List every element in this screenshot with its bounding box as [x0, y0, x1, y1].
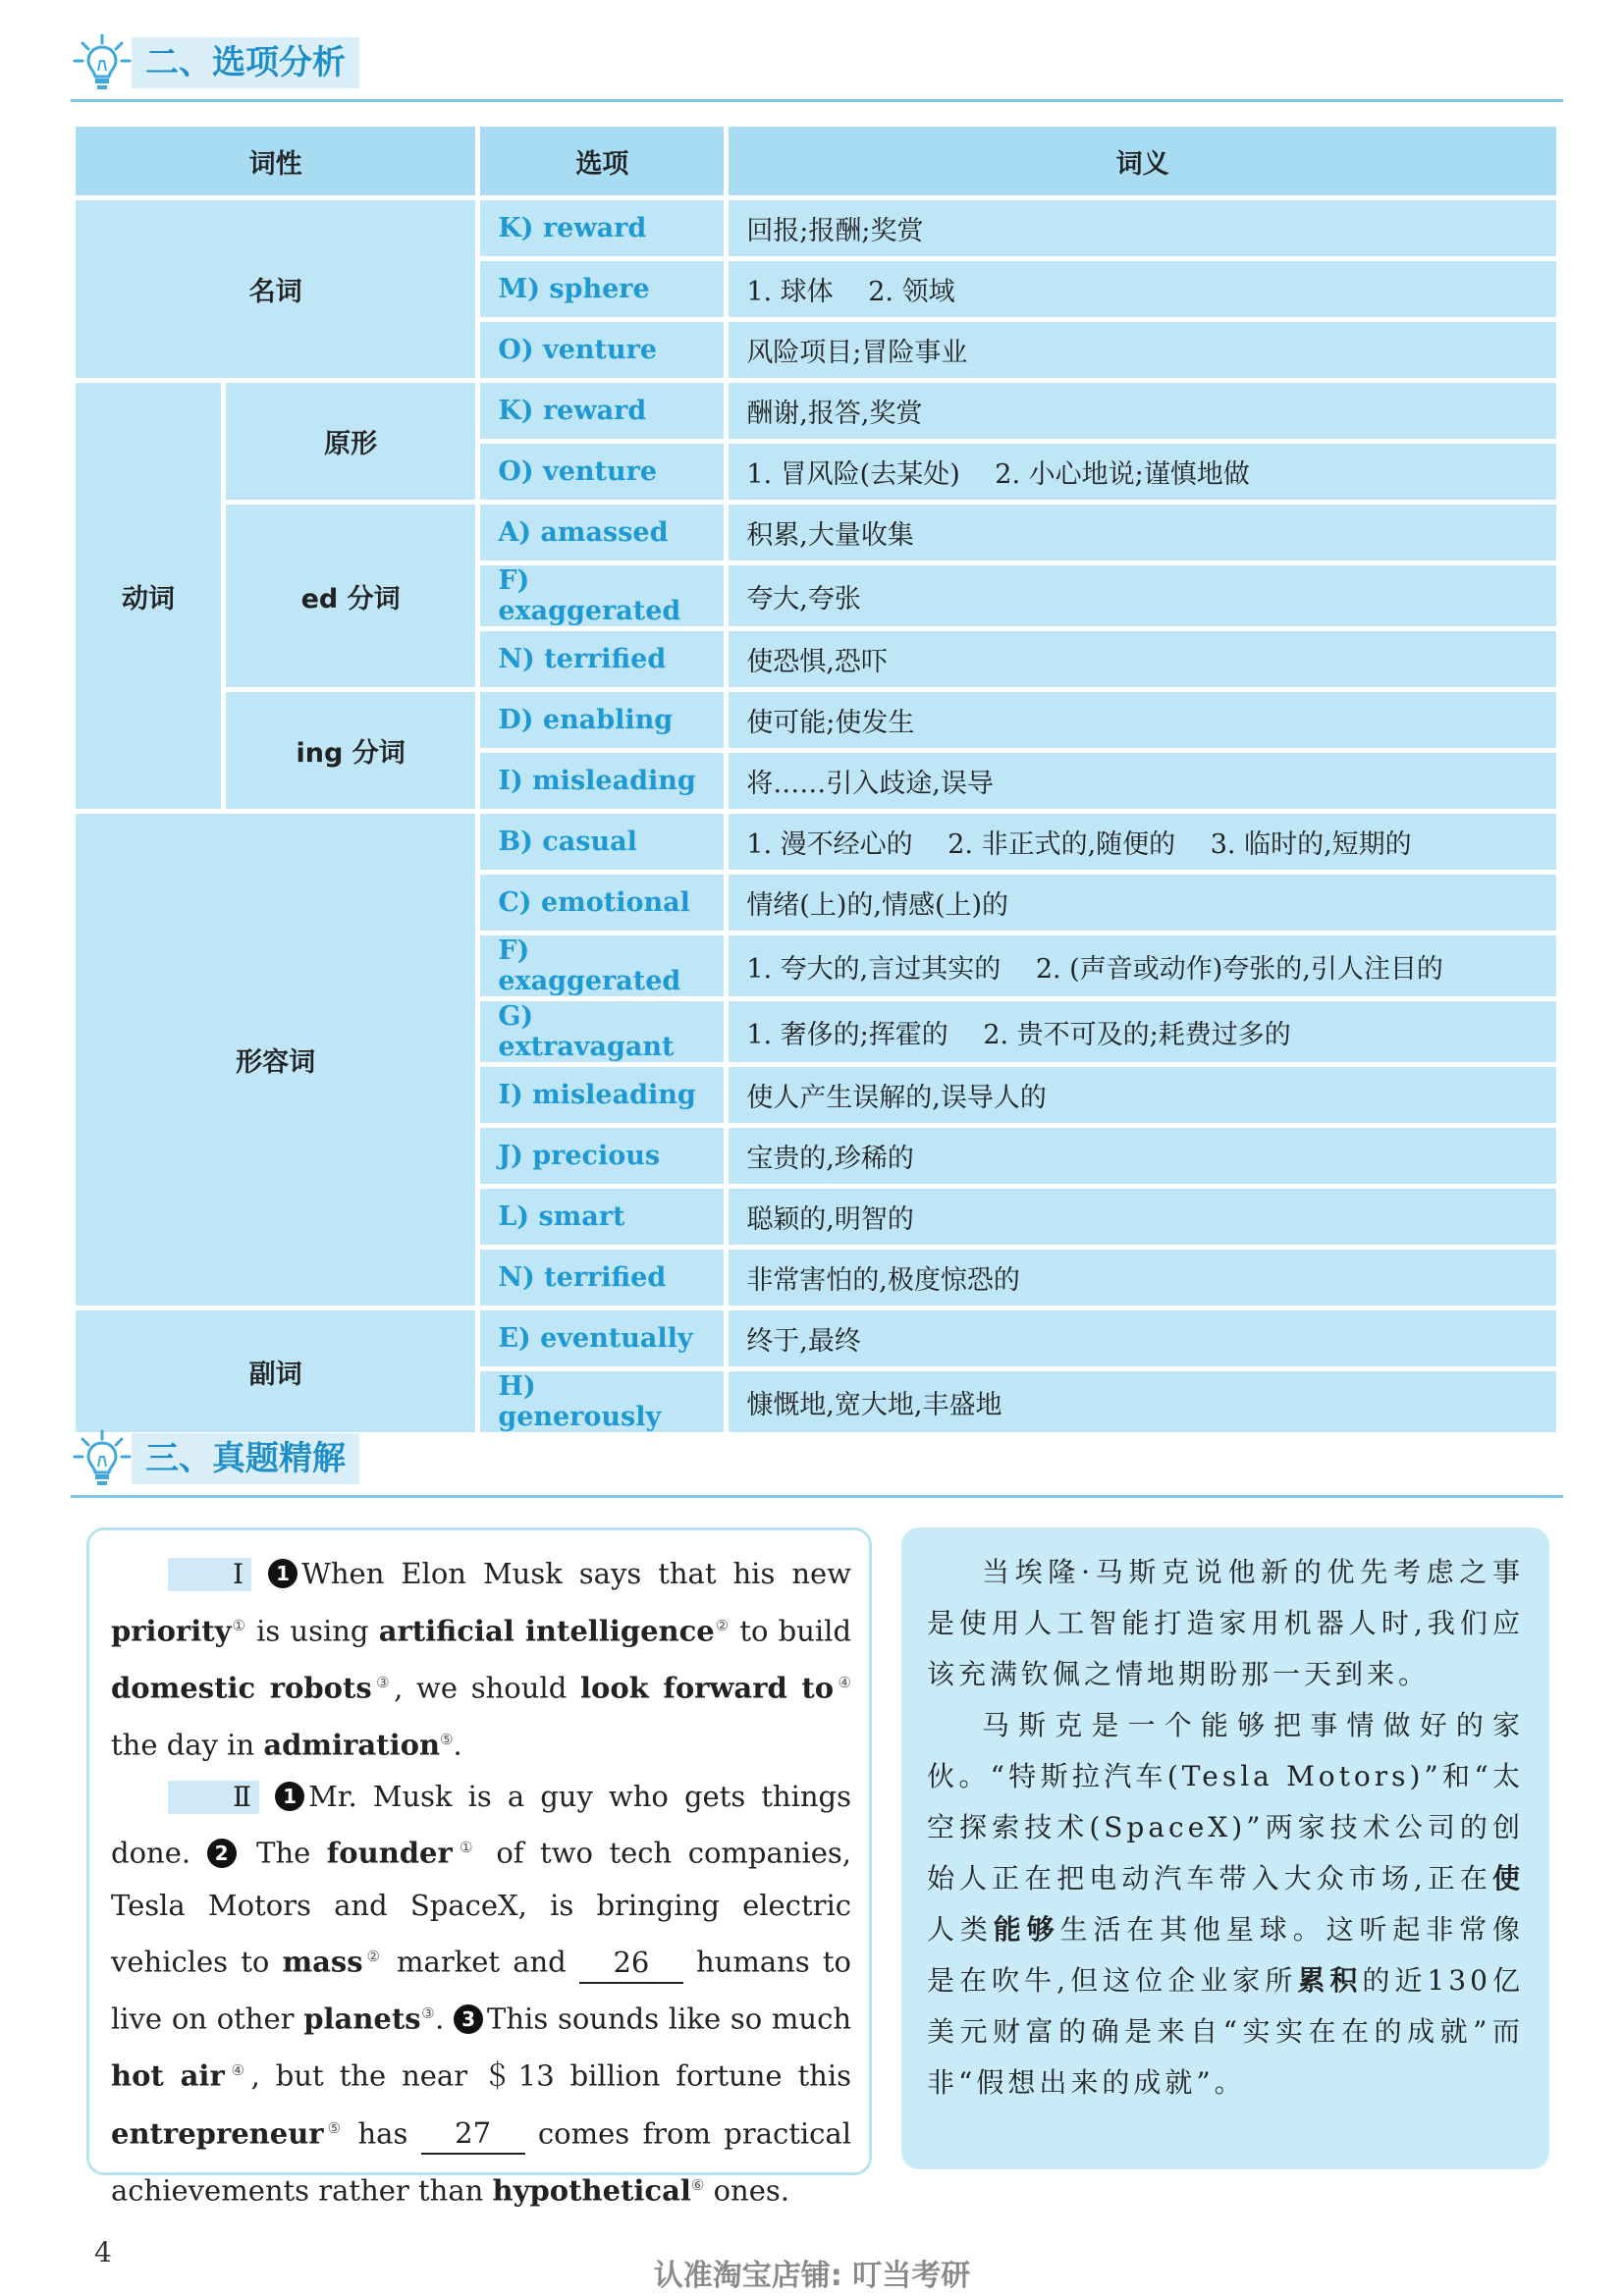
answer-blank-26[interactable]: 26: [579, 1943, 683, 1984]
meaning-cell: 使可能;使发生: [729, 692, 1556, 748]
meaning-cell: 慷慨地,宽大地,丰盛地: [729, 1371, 1556, 1432]
keyword: artificial intelligence: [378, 1614, 715, 1648]
section-title: 二、选项分析: [132, 37, 359, 88]
cat-adverb: 副词: [76, 1310, 475, 1432]
text: 生活在其他星球。这听起非常像是在吹牛,但这位企业家所: [927, 1913, 1524, 1997]
paragraph-2: [111, 1771, 851, 2216]
meaning-cell: 1. 漫不经心的 2. 非正式的,随便的 3. 临时的,短期的: [729, 814, 1556, 870]
option-cell: K) reward: [480, 200, 724, 256]
lightbulb-icon: [71, 31, 134, 94]
option-cell: N) terrified: [480, 631, 724, 687]
text: comes from practical achievements rather than: [111, 2116, 851, 2208]
meaning-cell: 夸大,夸张: [729, 565, 1556, 626]
english-passage: [111, 1548, 851, 2216]
meaning-cell: 终于,最终: [729, 1310, 1556, 1366]
footnote-marker: ④: [224, 2061, 251, 2080]
cat-verb: 动词: [76, 383, 221, 809]
paragraph-mark: Ⅱ: [168, 1781, 259, 1814]
text: humans to live on other: [111, 1945, 851, 2036]
option-cell: M) sphere: [480, 261, 724, 317]
option-cell: E) eventually: [480, 1310, 724, 1366]
footnote-marker: ②: [362, 1948, 384, 1966]
keyword: admiration: [263, 1728, 441, 1762]
header-meaning: 词义: [729, 127, 1556, 195]
keyword: entrepreneur: [111, 2116, 324, 2151]
footnote-marker: ①: [231, 1616, 246, 1634]
meaning-cell: 1. 冒风险(去某处) 2. 小心地说;谨慎地做: [729, 444, 1556, 500]
keyword: priority: [111, 1614, 232, 1648]
header-pos: 词性: [76, 127, 475, 195]
keyword: 累积: [1297, 1964, 1363, 1997]
table-row: [76, 814, 1556, 870]
sub-ing-participle: ing 分词: [226, 692, 475, 809]
table-row: [76, 1310, 1556, 1366]
text: market and: [383, 1945, 579, 1979]
keyword: 使: [1491, 1862, 1524, 1895]
option-cell: J) precious: [480, 1128, 724, 1184]
meaning-cell: 1. 奢侈的;挥霍的 2. 贵不可及的;耗费过多的: [729, 1001, 1556, 1062]
page-number: 4: [94, 2236, 112, 2269]
cat-noun: 名词: [76, 200, 475, 378]
translation-paragraph-1: 当埃隆·马斯克说他新的优先考虑之事是使用人工智能打造家用机器人时,我们应该充满钦佩之情地期盼那一天到来。: [927, 1556, 1524, 1690]
text: Mr. Musk is a guy who gets things done.: [111, 1779, 852, 1871]
table-row: [76, 200, 1556, 256]
footnote-marker: ③: [420, 2004, 436, 2023]
keyword: look forward to: [579, 1671, 835, 1705]
meaning-cell: 非常害怕的,极度惊恐的: [729, 1250, 1556, 1306]
text: to build: [730, 1614, 852, 1648]
translation-paragraph-2: [927, 1700, 1524, 2109]
sub-base-form: 原形: [226, 383, 475, 500]
footnote-marker: ③: [371, 1673, 395, 1691]
text: 人类: [927, 1913, 994, 1946]
text: of two tech companies, Tesla Motors and SpaceX, is bringing electric vehicles to: [111, 1837, 851, 1979]
sentence-number: 3: [454, 2004, 483, 2034]
sentence-number: 1: [268, 1559, 298, 1588]
table-row: [76, 505, 1556, 561]
meaning-cell: 使人产生误解的,误导人的: [729, 1067, 1556, 1123]
footnote-marker: ⑥: [690, 2175, 705, 2194]
keyword: hypothetical: [492, 2173, 691, 2208]
option-cell: O) venture: [480, 444, 724, 500]
option-cell: B) casual: [480, 814, 724, 870]
footnote-marker: ④: [834, 1673, 852, 1691]
footer-watermark: 认准淘宝店铺: 叮当考研: [653, 2259, 971, 2293]
text: This sounds like so much: [487, 2002, 852, 2036]
option-cell: I) misleading: [480, 753, 724, 809]
section-rule: [71, 99, 1563, 102]
option-cell: G) extravagant: [480, 1001, 724, 1062]
meaning-cell: 风险项目;冒险事业: [729, 322, 1556, 378]
table-row: [76, 692, 1556, 748]
footnote-marker: ⑤: [323, 2118, 346, 2137]
sentence-number: 2: [207, 1839, 237, 1868]
text: .: [453, 1728, 462, 1762]
meaning-cell: 将……引入歧途,误导: [729, 753, 1556, 809]
option-cell: F) exaggerated: [480, 935, 724, 996]
options-table: [71, 122, 1561, 1437]
sub-ed-participle: ed 分词: [226, 505, 475, 687]
text: is using: [245, 1614, 379, 1648]
meaning-cell: 1. 球体 2. 领域: [729, 261, 1556, 317]
text: has: [345, 2116, 421, 2151]
lightbulb-icon: [71, 1427, 134, 1490]
section-heading-analysis: [71, 1427, 1563, 1490]
section-heading-options: [71, 31, 1563, 94]
text: 马斯克是一个能够把事情做好的家伙。“特斯拉汽车(Tesla Motors)”和“太空探索技术(SpaceX)”两家技术公司的创始人正在把电动汽车带入大众市场,正在: [927, 1709, 1524, 1895]
option-cell: K) reward: [480, 383, 724, 439]
text: 的近130亿美元财富的确是来自“实实在在的成就”而非“假想出来的成就”。: [927, 1964, 1524, 2099]
keyword: planets: [303, 2002, 421, 2036]
option-cell: L) smart: [480, 1189, 724, 1245]
sentence-number: 1: [275, 1782, 304, 1811]
paragraph-1: [111, 1548, 851, 1771]
english-passage-box: [86, 1527, 872, 2208]
keyword: domestic robots: [111, 1671, 372, 1705]
keyword: mass: [282, 1945, 363, 1979]
keyword: 能够: [993, 1913, 1060, 1946]
option-cell: D) enabling: [480, 692, 724, 748]
text: The: [240, 1837, 327, 1871]
option-cell: F) exaggerated: [480, 565, 724, 626]
text: .: [435, 2002, 455, 2036]
keyword: founder: [326, 1837, 453, 1871]
chinese-translation: [927, 1547, 1524, 2109]
section-title: 三、真题精解: [132, 1433, 359, 1484]
keyword: hot air: [111, 2059, 225, 2094]
footnote-marker: ②: [714, 1616, 731, 1634]
meaning-cell: 宝贵的,珍稀的: [729, 1128, 1556, 1184]
meaning-cell: 积累,大量收集: [729, 505, 1556, 561]
option-cell: I) misleading: [480, 1067, 724, 1123]
answer-blank-27[interactable]: 27: [421, 2113, 525, 2155]
meaning-cell: 聪颖的,明智的: [729, 1189, 1556, 1245]
meaning-cell: 酬谢,报答,奖赏: [729, 383, 1556, 439]
option-cell: H) generously: [480, 1371, 724, 1432]
paragraph-mark: Ⅰ: [168, 1558, 251, 1591]
option-cell: N) terrified: [480, 1250, 724, 1306]
meaning-cell: 回报;报酬;奖赏: [729, 200, 1556, 256]
option-cell: A) amassed: [480, 505, 724, 561]
meaning-cell: 使恐惧,恐吓: [729, 631, 1556, 687]
table-row: [76, 383, 1556, 439]
text: ones.: [704, 2173, 789, 2208]
cat-adjective: 形容词: [76, 814, 475, 1306]
text: , but the near ＄13 billion fortune this: [250, 2059, 851, 2094]
footnote-marker: ⑤: [440, 1730, 454, 1748]
text: the day in: [111, 1728, 264, 1762]
section-rule: [71, 1495, 1563, 1498]
text: , we should: [394, 1671, 580, 1705]
meaning-cell: 情绪(上)的,情感(上)的: [729, 875, 1556, 931]
text: When Elon Musk says that his new: [301, 1557, 851, 1590]
table-header-row: [76, 127, 1556, 195]
option-cell: C) emotional: [480, 875, 724, 931]
header-option: 选项: [480, 127, 724, 195]
meaning-cell: 1. 夸大的,言过其实的 2. (声音或动作)夸张的,引人注目的: [729, 935, 1556, 996]
option-cell: O) venture: [480, 322, 724, 378]
footnote-marker: ①: [452, 1839, 480, 1857]
chinese-translation-box: [901, 1527, 1549, 2169]
